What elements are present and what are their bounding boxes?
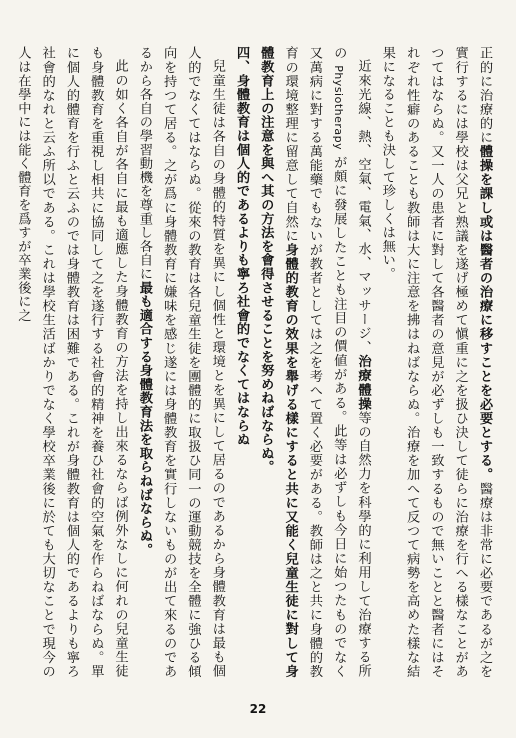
body-paragraph: [253, 46, 374, 678]
text-run: 兒童生徒は各自の身體的特質を異にし個性と環境とを異にして居るのであるから身體教育は最も個人的でなくてはならぬ。從來の教育は各兒童生徒を團體的に取扱ひ同一の運動競技を全體に強ひる傾向を持つて居る。之が爲に身體教育に嫌味を感じ遂には身體教育を實行しないものが出て來るのであるから各自の學習動機を尊重し各自に: [136, 46, 225, 678]
text-run: 等の自然力を科學的に利用して治療する所の: [331, 46, 371, 679]
text-run: 此の如く各自が各自に最も適應した身體教育の方法を持し出來るならば例外なしに何れの兒童生徒も身體教育を重視し相共に協同して之を遂行する社會的精神を養ひ社會的空氣を作らねばならぬ。單に個人的體育を行ふと云ふのでは身體教育は困難である。これが身體教育は個人的であるよりも寧ろ社會的なれと云ふ所以である。これは學校生活ばかりでなく學校卒業後に於ても大切なことで現今の人は在學中には能く體育を爲すが卒業後に之: [15, 46, 128, 678]
body-paragraph: [132, 46, 229, 678]
text-run: 近來光線、熱、空氣、電氣、水、マッサージ、: [355, 59, 371, 355]
section-heading: [229, 46, 253, 678]
vertical-body-text: [15, 46, 496, 679]
text-run: 四、身體教育は個人的であるよりも寧ろ社會的でなくてはならぬ: [234, 46, 250, 447]
emphasized-text: 身體的教育の效果を舉げる樣にすると共に又能く兒童生徒に對して身體教育上の注意を與へ其の方法を會得させることを努めねばならぬ。: [258, 46, 298, 678]
text-run: 正的に治療的に: [477, 46, 492, 145]
body-paragraph: [375, 46, 496, 678]
body-paragraph: [10, 46, 131, 678]
page-number: 22: [249, 702, 267, 716]
emphasized-text: 最も適合する身體教育法を取らねばならぬ。: [136, 280, 152, 557]
emphasized-text: 治療體操: [355, 354, 371, 411]
emphasized-text: 體操を課し或は醫者の治療に移すことを必要とする。: [477, 144, 492, 482]
text-run: が頗に發展したことも注目の價値がある。此等は必ずしも今日に始つたものでなく又萬病に對する萬能藥でもないが教者としては之を考へて置く必要がある。教師は之と共に身體的教育の環境整理に留意して自然に: [282, 46, 347, 678]
latin-term: Physiotherapy: [332, 65, 346, 151]
text-run: 醫療は非常に必要であるが之を實行するには學校は父兄と熟議を遂げ極めて愼重に之を扱ひ決して徒らに治療を行へる樣なことがあつてはならぬ。又一人の患者に對して各醫者の意見が必ずしも一致するもので無いことと醫者にはそれぞれ性癖のあることも教師は大に注意を拂はねばならぬ。治療を加へて反つて病勢を高めた樣な結果になることも決して珍しくは無い。: [379, 46, 492, 679]
